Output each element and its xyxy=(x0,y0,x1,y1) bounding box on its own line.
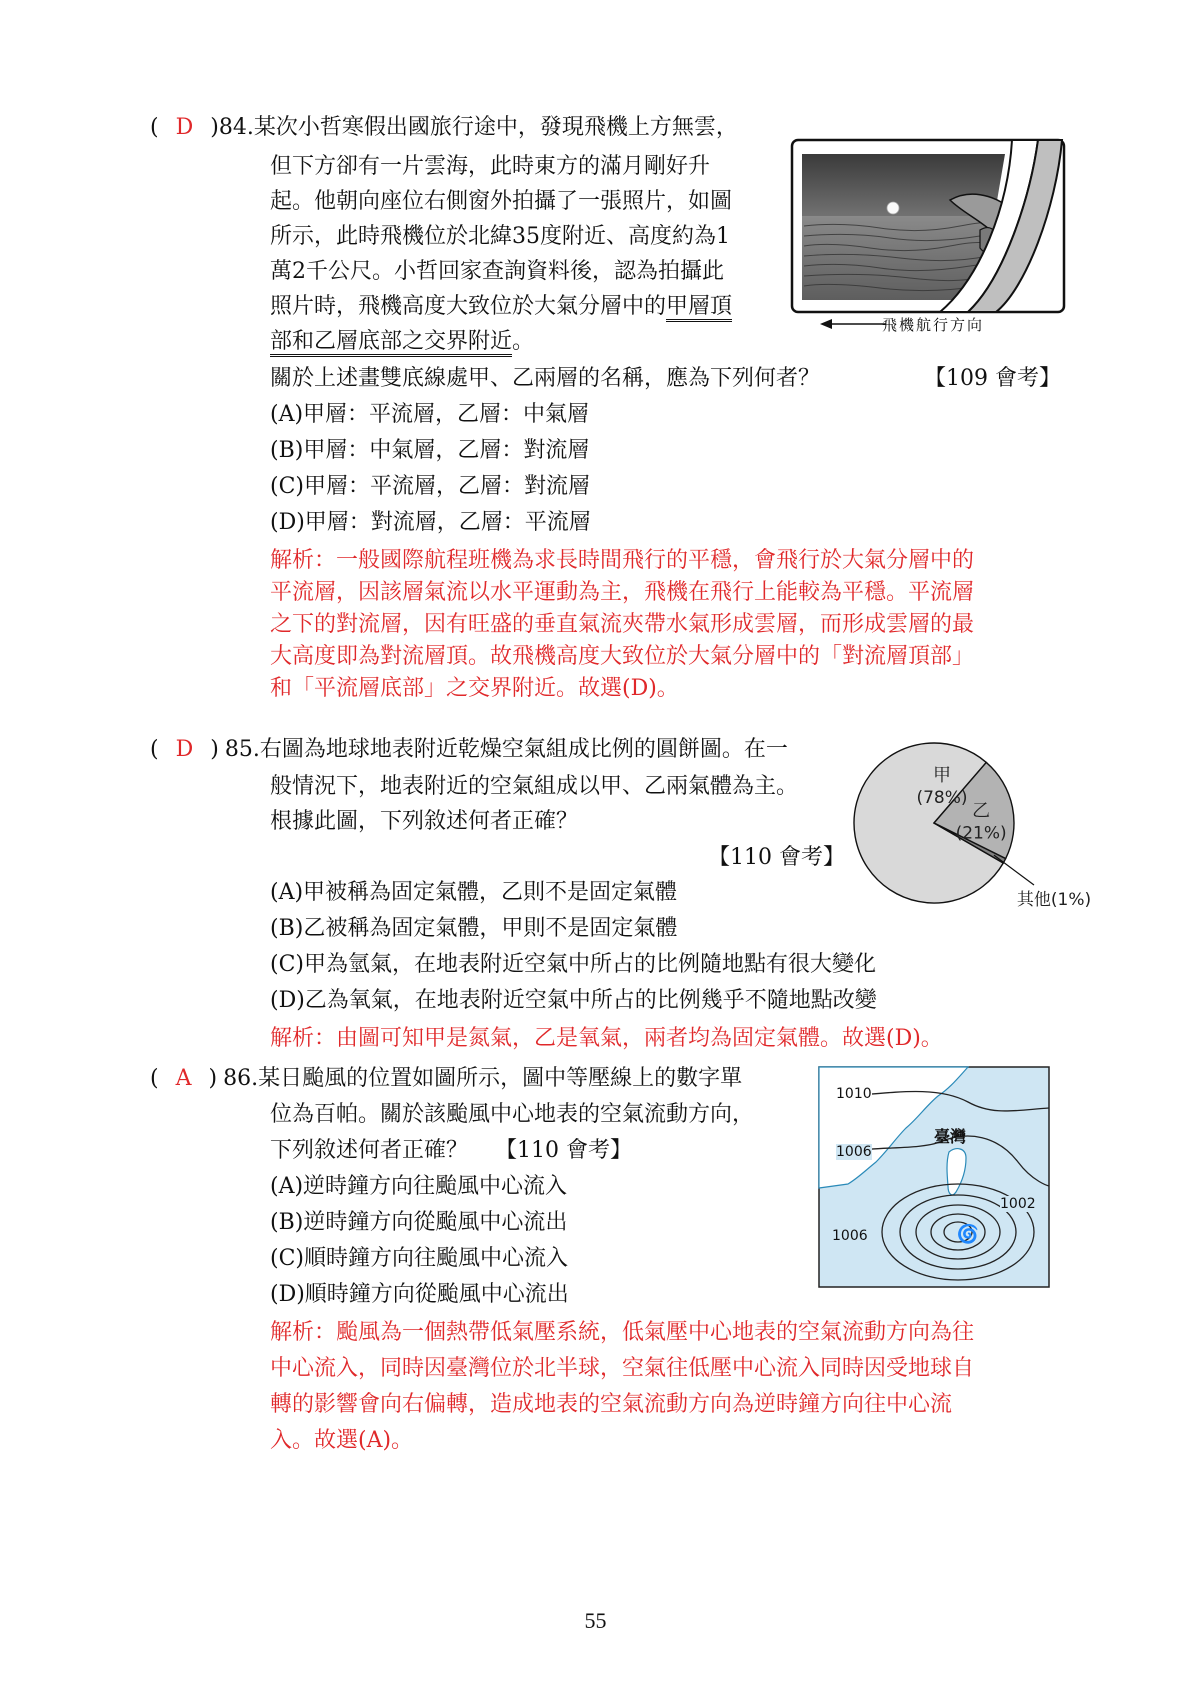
q86-explanation-4: 入。故選(A)。 xyxy=(270,1428,414,1453)
q85-line-2: 般情況下，地表附近的空氣組成以甲、乙兩氣體為主。 xyxy=(270,774,799,799)
pie-label-pct-0: (78%) xyxy=(916,788,968,808)
q84-number: 84. xyxy=(218,115,254,140)
q84-line-7 xyxy=(270,327,534,357)
q86-line-2: 位為百帕。關於該颱風中心地表的空氣流動方向， xyxy=(270,1102,755,1127)
q84-source: 【109 會考】 xyxy=(924,366,1061,391)
q85-option-c: (C)甲為氫氣，在地表附近空氣中所占的比例隨地點有很大變化 xyxy=(270,952,877,977)
q84-option-b: (B)甲層：中氣層，乙層：對流層 xyxy=(270,438,590,463)
q84-answer: D xyxy=(175,115,194,140)
q84-line-5: 萬2千公尺。小哲回家查詢資料後，認為拍攝此 xyxy=(270,259,724,284)
q85-line-1: 右圖為地球地表附近乾燥空氣組成比例的圓餅圖。在一 xyxy=(259,737,788,762)
q84-line-2: 但下方卻有一片雲海，此時東方的滿月剛好升 xyxy=(270,154,711,179)
q84-line-4: 所示，此時飛機位於北緯35度附近、高度約為1 xyxy=(270,224,730,249)
isobar-label-1006-top: 1006 xyxy=(836,1144,872,1160)
q85-option-b: (B)乙被稱為固定氣體，甲則不是固定氣體 xyxy=(270,916,678,941)
q86-answer: A xyxy=(175,1066,192,1091)
isobar-label-1010: 1010 xyxy=(836,1086,872,1102)
q85-bracket-close: ) xyxy=(210,737,219,762)
q86-explanation-3: 轉的影響會向右偏轉，造成地表的空氣流動方向為逆時鐘方向往中心流 xyxy=(270,1392,953,1417)
pie-label-pct-1: (21%) xyxy=(955,823,1007,844)
q84-line-3: 起。他朝向座位右側窗外拍攝了一張照片，如圖 xyxy=(270,189,733,214)
q85-option-d: (D)乙為氧氣，在地表附近空氣中所占的比例幾乎不隨地點改變 xyxy=(270,988,877,1013)
q86-option-d: (D)順時鐘方向從颱風中心流出 xyxy=(270,1282,569,1307)
pie-label-name-0: 甲 xyxy=(933,765,951,786)
pie-chart-svg xyxy=(850,735,1090,935)
q84-line-6 xyxy=(270,292,732,322)
q84-header xyxy=(150,113,738,143)
q84-bracket-close: ) xyxy=(210,115,219,140)
airplane-window-figure xyxy=(790,138,1070,348)
q86-bracket-close: ) xyxy=(208,1066,218,1091)
q85-line-3: 根據此圖，下列敘述何者正確？ xyxy=(270,809,579,834)
q85-source: 【110 會考】 xyxy=(708,845,845,870)
isobar-label-1006-bottom: 1006 xyxy=(832,1228,868,1244)
q85-header xyxy=(150,735,788,765)
q84-bracket-open: ( xyxy=(150,115,159,140)
q84-line-1: 某次小哲寒假出國旅行途中，發現飛機上方無雲， xyxy=(253,115,738,140)
q84-underlined-2: 部和乙層底部之交界附近 xyxy=(270,329,512,357)
pie-label-other: 其他(1%) xyxy=(1016,890,1090,910)
airplane-direction-caption: 飛機航行方向 xyxy=(882,316,985,334)
q85-number: 85. xyxy=(224,737,260,762)
q86-bracket-open: ( xyxy=(150,1066,159,1091)
q84-option-d: (D)甲層：對流層，乙層：平流層 xyxy=(270,510,591,535)
q84-explanation-3: 之下的對流層，因有旺盛的垂直氣流夾帶水氣形成雲層，而形成雲層的最 xyxy=(270,612,975,637)
q84-explanation-4: 大高度即為對流層頂。故飛機高度大致位於大氣分層中的「對流層頂部」 xyxy=(270,644,975,669)
pie-label-name-1: 乙 xyxy=(972,800,991,822)
q84-explanation-5: 和「平流層底部」之交界附近。故選(D)。 xyxy=(270,676,679,701)
q85-answer: D xyxy=(175,737,194,762)
q86-option-b: (B)逆時鐘方向從颱風中心流出 xyxy=(270,1210,568,1235)
q84-option-a: (A)甲層：平流層，乙層：中氣層 xyxy=(270,402,590,427)
q86-header xyxy=(150,1064,742,1094)
taiwan-label: 臺灣 xyxy=(934,1127,967,1146)
q86-line-3-text: 下列敘述何者正確？ xyxy=(270,1138,469,1163)
typhoon-symbol-icon: 🌀 xyxy=(956,1224,980,1245)
q86-source: 【110 會考】 xyxy=(495,1138,633,1163)
q86-explanation-2: 中心流入，同時因臺灣位於北半球，空氣往低壓中心流入同時因受地球自 xyxy=(270,1356,975,1381)
q85-bracket-open: ( xyxy=(150,737,159,762)
q84-line-6-text: 照片時，飛機高度大致位於大氣分層中的 xyxy=(270,294,667,319)
q85-explanation-1: 解析：由圖可知甲是氮氣，乙是氧氣，兩者均為固定氣體。故選(D)。 xyxy=(270,1026,943,1051)
air-composition-pie-chart xyxy=(850,735,1090,935)
q84-line-7-end: 。 xyxy=(512,329,535,354)
q84-explanation-2: 平流層，因該層氣流以水平運動為主，飛機在飛行上能較為平穩。平流層 xyxy=(270,580,975,605)
q86-option-a: (A)逆時鐘方向往颱風中心流入 xyxy=(270,1174,568,1199)
q86-line-3 xyxy=(270,1136,632,1166)
isobar-label-1002: 1002 xyxy=(1000,1196,1036,1212)
q85-option-a: (A)甲被稱為固定氣體，乙則不是固定氣體 xyxy=(270,880,678,905)
page-number: 55 xyxy=(584,1608,607,1633)
q86-explanation-1: 解析：颱風為一個熱帶低氣壓系統，低氣壓中心地表的空氣流動方向為往 xyxy=(270,1320,975,1345)
q84-explanation-1: 解析：一般國際航程班機為求長時間飛行的平穩，會飛行於大氣分層中的 xyxy=(270,548,975,573)
q84-question: 關於上述畫雙底線處甲、乙兩層的名稱，應為下列何者？ xyxy=(270,366,821,391)
q84-underlined-1: 甲層頂 xyxy=(666,294,732,322)
typhoon-isobar-map xyxy=(818,1066,1050,1288)
q86-option-c: (C)順時鐘方向往颱風中心流入 xyxy=(270,1246,568,1271)
q84-option-c: (C)甲層：平流層，乙層：對流層 xyxy=(270,474,590,499)
q86-line-1: 某日颱風的位置如圖所示，圖中等壓線上的數字單 xyxy=(258,1066,743,1091)
pie-leader-line xyxy=(994,855,1034,885)
q86-number: 86. xyxy=(223,1066,259,1091)
